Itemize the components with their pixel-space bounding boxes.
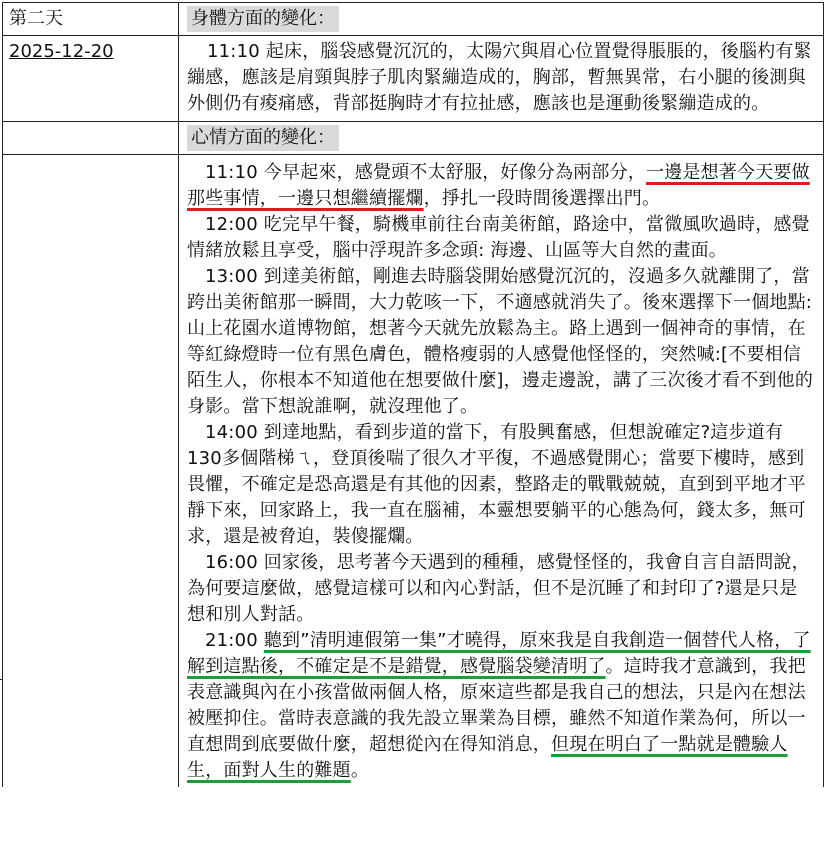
- date-cell: [3, 36, 179, 121]
- text-span: 21:00: [205, 630, 264, 651]
- mood-paragraph-2100: [187, 628, 815, 784]
- empty-cell: [3, 155, 179, 787]
- table-row: [2, 121, 824, 154]
- mood-heading-cell: [179, 122, 823, 154]
- physical-heading: 身體方面的變化：: [187, 6, 339, 32]
- day-label: 第二天: [9, 8, 63, 29]
- text-span: ，掙扎一段時間後選擇出門。: [423, 188, 661, 209]
- empty-cell: [3, 122, 179, 154]
- mood-paragraph-1400: 14:00 到達地點，看到步道的當下，有股興奮感，但想說確定?這步道有130多個階梯ㄟ，登頂後喘了很久才平復，不過感覺開心；當要下樓時，感到畏懼，不確定是恐高還是有其他的因素，整路走的戰戰兢兢，直到到平地才平靜下來，回家路上，我一直在腦補，本靈想要躺平的心態為何，錢太多，無可求，還是被脅迫，裝傻擺爛。: [187, 422, 806, 547]
- green-underlined-text: 聽到”清明連假第一集”才曉得，原來我是自我創造一個替代人格，了解到這點後，不確定是不是錯覺，感覺腦袋變清明了: [187, 630, 811, 677]
- green-underlined-text: 但現在明白了一點就是體驗人生，面對人生的難題: [187, 734, 788, 781]
- day-label-cell: [3, 3, 179, 35]
- mood-paragraph-1200: 12:00 吃完早午餐，騎機車前往台南美術館，路途中，當微風吹過時，感覺情緒放鬆且享受，腦中浮現許多念頭: 海邊、山區等大自然的畫面。: [187, 214, 810, 261]
- physical-body-cell: [179, 36, 823, 121]
- mood-heading: 心情方面的變化：: [187, 125, 339, 151]
- mood-paragraph-1600: 16:00 回家後，思考著今天遇到的種種，感覺怪怪的，我會自言自語問說，為何要這麼做，感覺這樣可以和內心對話，但不是沉睡了和封印了?還是只是想和別人對話。: [187, 552, 810, 625]
- red-underlined-text: 一邊是想著今天要做那些事情，一邊只想繼續擺爛: [187, 162, 810, 209]
- table-row: [2, 154, 824, 787]
- physical-heading-cell: [179, 3, 823, 35]
- text-span: 11:10 今早起來，感覺頭不太舒服，好像分為兩部分，: [205, 162, 646, 183]
- text-span: 。: [350, 760, 370, 781]
- physical-paragraph: 11:10 起床，腦袋感覺沉沉的，太陽穴與眉心位置覺得脹脹的，後腦杓有緊繃感，應該是肩頸與脖子肌肉緊繃造成的，胸部，暫無異常，右小腿的後測與外側仍有痠痛感，背部挺胸時才有拉扯感，應該也是運動後緊繃造成的。: [187, 41, 812, 114]
- table-row: [2, 2, 824, 35]
- table-row: [2, 35, 824, 121]
- mood-paragraph-1110: [187, 160, 815, 212]
- margin-mark: [0, 679, 3, 680]
- text-span: 。這時我才意識到，我把表意識與內在小孩當做兩個人格，原來這些都是我自己的想法，只是內在想法被壓抑住。當時表意識的我先設立畢業為目標，雖然不知道作業為何，所以一直想問到底要做什麼，超想從內在得知消息，: [187, 656, 806, 755]
- date-link[interactable]: 2025-12-20: [9, 41, 114, 62]
- journal-table: [2, 2, 824, 787]
- mood-paragraph-1300: 13:00 到達美術館，剛進去時腦袋開始感覺沉沉的，沒過多久就離開了，當跨出美術館那一瞬間，大力乾咳一下，不適感就消失了。後來選擇下一個地點:山上花園水道博物館，想著今天就先放鬆為主。路上遇到一個神奇的事情，在等紅綠燈時一位有黑色膚色，體格瘦弱的人感覺他怪怪的，突然喊:[不要相信陌生人，你根本不知道他在想要做什麼]，邊走邊說，講了三次後才看不到他的身影。當下想說誰啊，就沒理他了。: [187, 266, 814, 417]
- mood-body-cell: [179, 155, 823, 787]
